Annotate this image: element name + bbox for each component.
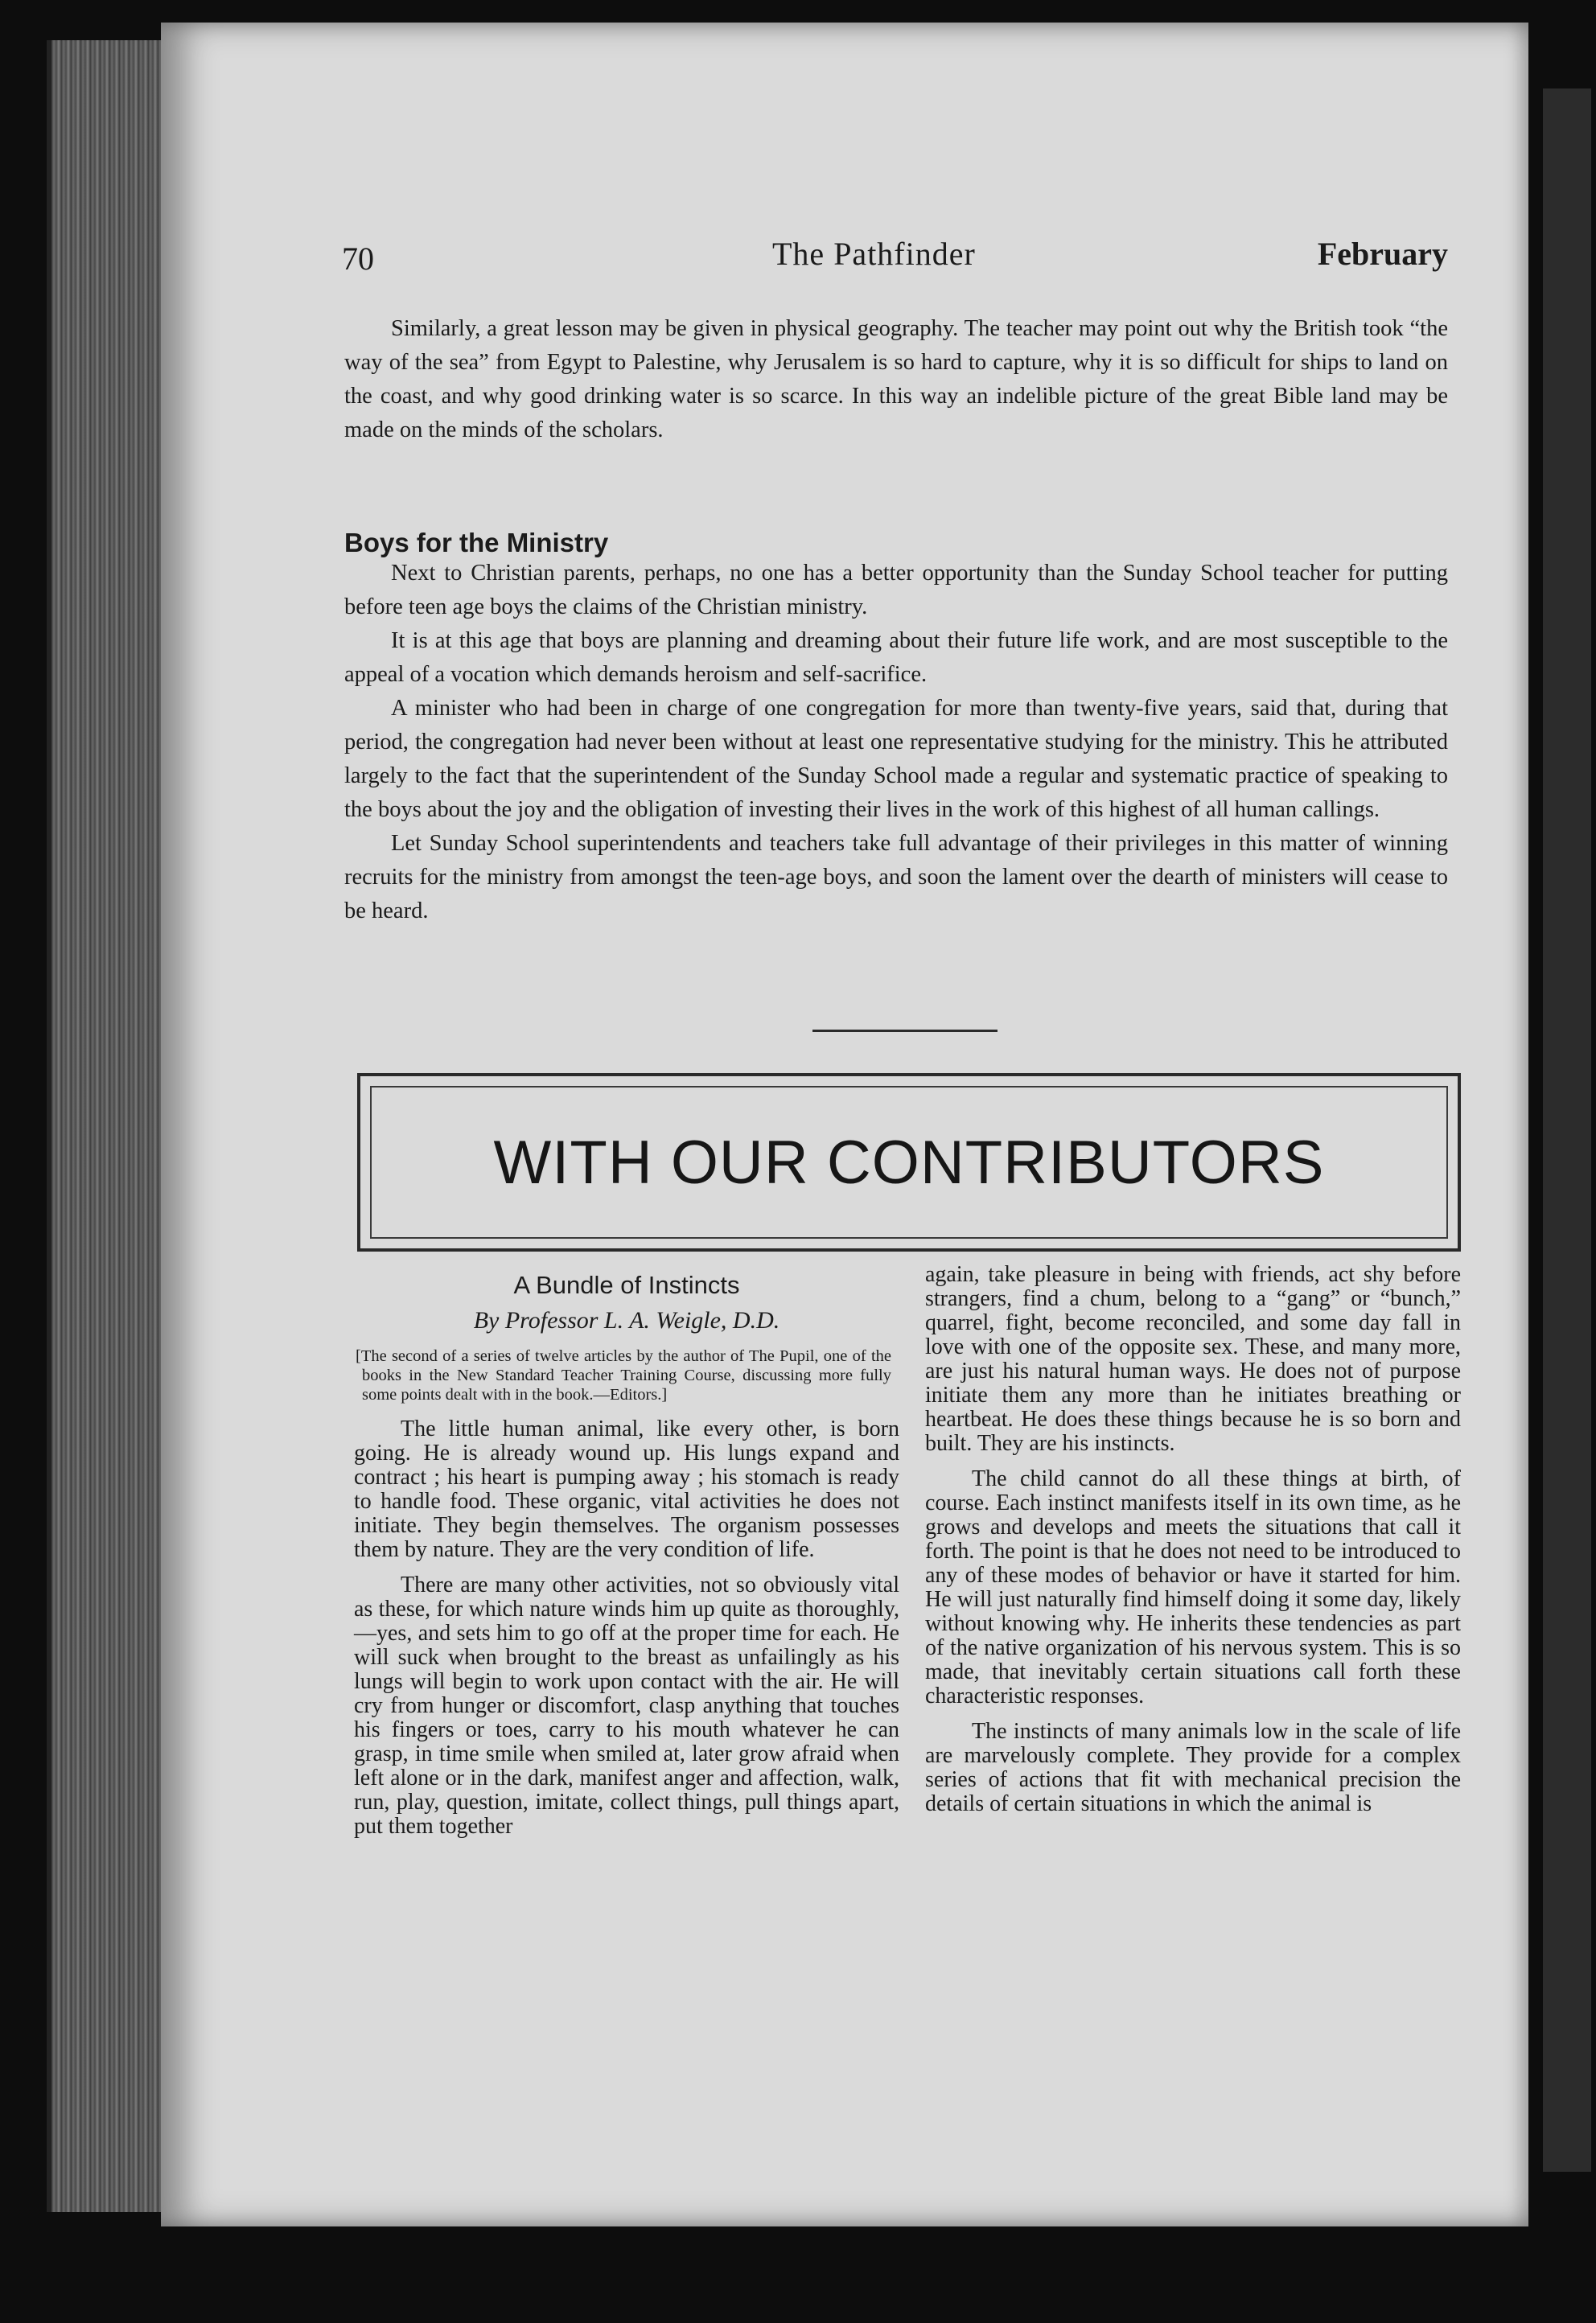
ministry-paragraph: It is at this age that boys are planning and dreaming about their future life work, and are most susceptible to the appeal of a vocation which demands heroism and self-sacrifice. — [344, 628, 1448, 687]
running-head — [342, 235, 1448, 291]
article-paragraph: The little human animal, like every other, is born going. He is already wound up. His lungs expand and contract ; his heart is pumping away ; his stomach is ready to handle food. These organic, vital activities he does not initiate. They begin themselves. The organism possesses them by nature. They are the very condition of life. — [354, 1416, 899, 1562]
journal-title: The Pathfinder — [772, 236, 976, 272]
editor-note: [The second of a series of twelve articles by the author of The Pupil, one of the books in the New Standard Teacher Training Course, discussing more fully some points dealt with in the book.—Editors.] — [356, 1347, 891, 1404]
section-heading-ministry: Boys for the Ministry — [344, 528, 609, 557]
article-paragraph: The instincts of many animals low in the scale of life are marvelously complete. They provide for a complex series of actions that fit with mechanical precision the details of certain situations in which the animal is — [925, 1719, 1461, 1816]
ministry-section-body — [344, 557, 1448, 928]
article-paragraph: The child cannot do all these things at birth, of course. Each instinct manifests itself in its own time, as he grows and develops and meets the situations that call it forth. The point is that he does not need to be introduced to any of these modes of behavior or have it started for him. He will just naturally find himself doing it some day, likely without knowing why. He inherits these tendencies as part of the native organization of his nervous system. This is so made, that inevitably certain situations call forth these characteristic responses. — [925, 1466, 1461, 1708]
article-byline: By Professor L. A. Weigle, D.D. — [473, 1307, 780, 1334]
issue-month: February — [1317, 236, 1448, 272]
banner-inner-frame — [370, 1086, 1448, 1239]
facing-page-edge — [1543, 88, 1591, 2172]
ministry-paragraph: A minister who had been in charge of one congregation for more than twenty-five years, said that, during that period, the congregation had never been without at least one representative studying for the ministry. This he attributed largely to the fact that the superintendent of the Sunday School made a regular and systematic practice of speaking to the boys about the joy and the obligation of investing their lives in the work of this highest of all human callings. — [344, 696, 1448, 822]
article-paragraph: again, take pleasure in being with friends, act shy before strangers, find a chum, belong to a “gang” or “bunch,” quarrel, fight, become reconciled, and some day fall in love with one of the opposite sex. These, and many more, are just his natural human ways. He does not of purpose initiate them any more than he initiates breathing or heartbeat. He does these things because he is so born and built. They are his instincts. — [925, 1262, 1461, 1456]
page-number: 70 — [342, 241, 374, 277]
article-right-column — [925, 1263, 1461, 1816]
ministry-paragraph: Let Sunday School superintendents and teachers take full advantage of their privileges in this matter of winning recruits for the ministry from amongst the teen-age boys, and soon the lament over the dearth of ministers will cease to be heard. — [344, 831, 1448, 923]
article-left-column — [354, 1268, 899, 1839]
contributors-banner — [357, 1073, 1461, 1252]
article-paragraph: There are many other activities, not so obviously vital as these, for which nature winds him up quite as thoroughly,—yes, and sets him to go off at the proper time for each. He will suck when brought to the breast as unfailingly as his lungs will begin to work upon contact with the air. He will cry from hunger or discomfort, clasp anything that touches his fingers or toes, carry to his mouth whatever he can grasp, in time smile when smiled at, later grow afraid when left alone or in the dark, manifest anger and affection, walk, run, play, question, imitate, collect things, pull things apart, put them together — [354, 1573, 899, 1839]
ministry-paragraph: Next to Christian parents, perhaps, no one has a better opportunity than the Sunday School teacher for putting before teen age boys the claims of the Christian ministry. — [344, 561, 1448, 619]
section-divider — [812, 1030, 998, 1032]
banner-title: WITH OUR CONTRIBUTORS — [493, 1128, 1325, 1197]
intro-paragraph: Similarly, a great lesson may be given in physical geography. The teacher may point out why the British took “the way of the sea” from Egypt to Palestine, why Jerusalem is so hard to capture, why it is so difficult for ships to land on the coast, and why good drinking water is so scarce. In this way an indelible picture of the great Bible land may be made on the minds of the scholars. — [344, 316, 1448, 442]
article-title: A Bundle of Instincts — [513, 1271, 740, 1299]
